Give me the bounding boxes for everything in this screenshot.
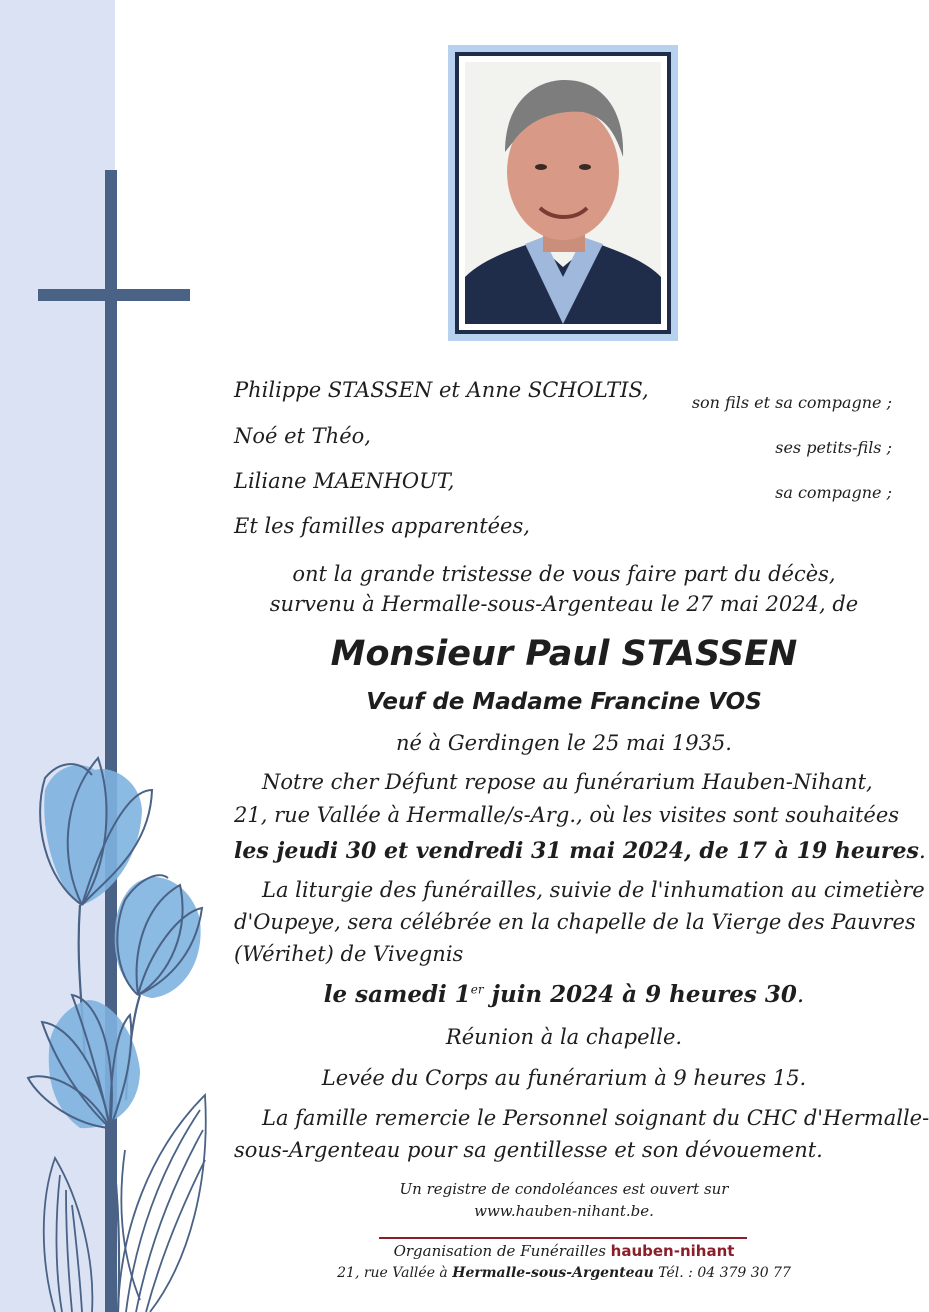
liturgy-line: (Wérihet) de Vivegnis [234,942,464,966]
visitation-line: Notre cher Défunt repose au funérarium Hauben-Nihant, [262,770,873,794]
tulip-icon [40,758,152,905]
family-member-relation: son fils et sa compagne ; [691,393,892,412]
tulip-icon [115,875,202,998]
funeral-date-a: le samedi 1 [323,981,471,1008]
family-member-relation: ses petits-fils ; [775,438,892,457]
funeral-date [234,981,894,1008]
spouse-line: Veuf de Madame Francine VOS [366,689,762,715]
levee-line: Levée du Corps au funérarium à 9 heures 15. [321,1066,807,1090]
family-member-name: Philippe STASSEN et Anne SCHOLTIS, [234,378,649,402]
liturgy-line: d'Oupeye, sera célébrée en la chapelle de la Vierge des Pauvres [234,910,916,934]
family-member-relation: sa compagne ; [775,483,892,502]
funeral-date-b: juin 2024 à 9 heures 30 [483,981,797,1008]
footer-address-street: 21, rue Vallée à [337,1265,453,1281]
family-member-name: Liliane MAENHOUT, [234,469,455,493]
brand-logo: hauben-nihant [610,1242,735,1260]
portrait-photo [465,62,661,324]
register-url[interactable]: www.hauben-nihant.be. [474,1202,654,1220]
footer-address-city: Hermalle-sous-Argenteau [452,1265,654,1281]
visitation-dates [234,838,926,864]
family-member-name: Et les familles apparentées, [234,514,530,538]
announcement-line: survenu à Hermalle-sous-Argenteau le 27 mai 2024, de [269,592,859,616]
footer-organisation [350,1242,778,1260]
footer-org-label: Organisation de Funérailles [393,1242,611,1260]
portrait-frame [448,45,678,341]
footer-phone: Tél. : 04 379 30 77 [653,1265,791,1281]
footer-address [310,1265,818,1281]
funeral-date-sup: er [470,982,484,997]
portrait-border [455,52,671,334]
thanks-line: sous-Argenteau pour sa gentillesse et son dévouement. [234,1138,823,1162]
leaf-icon [118,1095,206,1312]
cross-horizontal-bar [38,289,190,301]
tulip-icon [28,995,140,1128]
register-line: Un registre de condoléances est ouvert sur [399,1180,729,1198]
birth-line: né à Gerdingen le 25 mai 1935. [396,731,732,755]
footer-divider [379,1237,747,1239]
announcement-line: ont la grande tristesse de vous faire part du décès, [292,562,836,586]
funeral-date-end: . [796,982,805,1008]
leaf-icon [44,1158,93,1312]
meeting-line: Réunion à la chapelle. [445,1025,683,1049]
thanks-line: La famille remercie le Personnel soignant du CHC d'Hermalle- [262,1106,929,1130]
visitation-dates-end: . [918,839,926,864]
deceased-name: Monsieur Paul STASSEN [330,634,798,674]
family-member-name: Noé et Théo, [234,424,371,448]
visitation-dates-text: les jeudi 30 et vendredi 31 mai 2024, de 17 à 19 heures [234,838,919,864]
visitation-line: 21, rue Vallée à Hermalle/s-Arg., où les visites sont souhaitées [234,803,900,827]
liturgy-line: La liturgie des funérailles, suivie de l'inhumation au cimetière [262,878,925,902]
